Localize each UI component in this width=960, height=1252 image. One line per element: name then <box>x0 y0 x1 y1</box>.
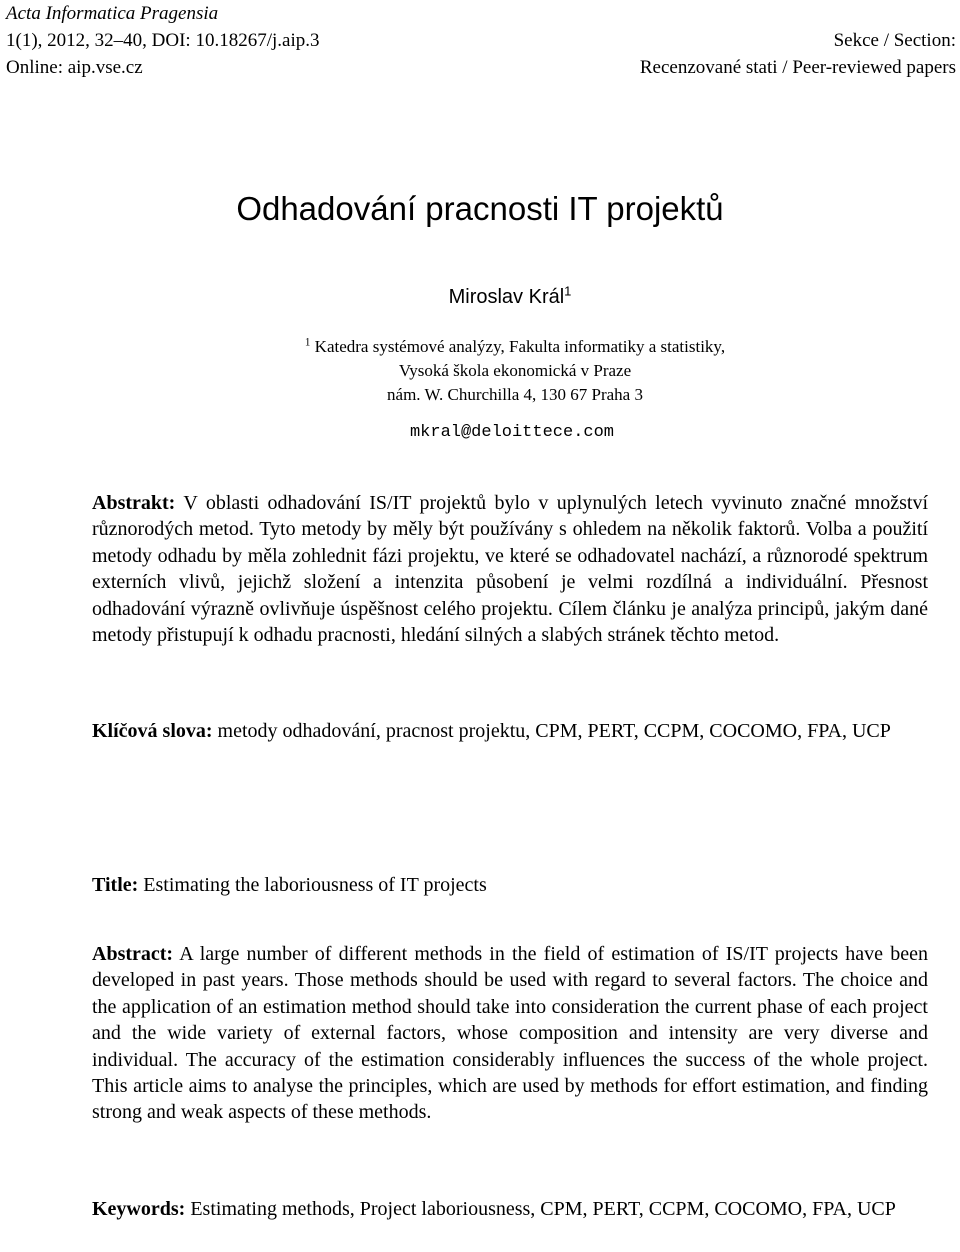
keywords-cz-label: Klíčová slova: <box>92 720 213 742</box>
keywords-en-label: Keywords: <box>92 1198 186 1220</box>
title-en-label: Title: <box>92 874 139 896</box>
affiliation-line-2: Vysoká škola ekonomická v Praze <box>398 361 632 380</box>
affiliation-block <box>0 335 960 407</box>
affiliation-line-3: nám. W. Churchilla 4, 130 67 Praha 3 <box>387 385 643 404</box>
author-email[interactable]: mkral@deloittece.com <box>409 423 615 442</box>
abstract-en <box>92 941 928 1126</box>
journal-name: Acta Informatica Pragensia <box>6 3 219 24</box>
author-name: Miroslav Král <box>448 286 565 308</box>
author-line <box>0 283 960 311</box>
section-header <box>640 27 956 81</box>
affiliation-line-1: Katedra systémové analýzy, Fakulta informatiky a statistiky, <box>314 337 726 356</box>
abstract-cz-text: V oblasti odhadování IS/IT projektů bylo v uplynulých letech vyvinuto značné množství různorodých metod. Tyto metody by měly být používány s ohledem na několik faktorů. Volba a použití metody odhadu by měla zohlednit fázi projektu, ve které se odhadovatel nachází, a různorodé spektrum externích vlivů, jejichž složení a intenzita působení je velmi rozdílná a individuální. Přesnost odhadování výrazně ovlivňuje úspěšnost celého projektu. Cílem článku je analýza principů, jakým dané metody přistupují k odhadu pracnosti, hledání silných a slabých stránek těchto metod. <box>92 492 928 647</box>
abstract-cz-label: Abstrakt: <box>92 492 176 514</box>
title-en-text: Estimating the laboriousness of IT projects <box>143 874 487 896</box>
citation-line: 1(1), 2012, 32–40, DOI: 10.18267/j.aip.3 <box>6 30 320 51</box>
title-en <box>92 872 928 898</box>
abstract-cz <box>92 490 928 648</box>
section-label: Sekce / Section: <box>833 30 956 51</box>
keywords-en-text: Estimating methods, Project laboriousness, CPM, PERT, CCPM, COCOMO, FPA, UCP <box>190 1198 896 1220</box>
keywords-cz <box>92 718 928 744</box>
affiliation-ref: 1 <box>304 336 311 349</box>
keywords-cz-text: metody odhadování, pracnost projektu, CPM, PERT, CCPM, COCOMO, FPA, UCP <box>217 720 891 742</box>
section-type: Recenzované stati / Peer-reviewed papers <box>639 57 956 78</box>
online-link[interactable]: Online: aip.vse.cz <box>6 57 143 78</box>
author-affiliation-ref: 1 <box>564 283 572 299</box>
keywords-en <box>92 1196 928 1222</box>
abstract-en-label: Abstract: <box>92 943 174 965</box>
journal-header <box>6 0 319 81</box>
paper-title: Odhadování pracnosti IT projektů <box>236 190 724 227</box>
abstract-en-text: A large number of different methods in the field of estimation of IS/IT projects have been developed in past years. Those methods should be used with regard to several factors. The choice and the application of an estimation method should take into consideration the current phase of each project and the wide variety of external factors, whose composition and intensity are very diverse and individual. The accuracy of the estimation considerably influences the success of the whole project. This article aims to analyse the principles, which are used by methods for effort estimation, and finding strong and weak aspects of these methods. <box>92 943 928 1124</box>
